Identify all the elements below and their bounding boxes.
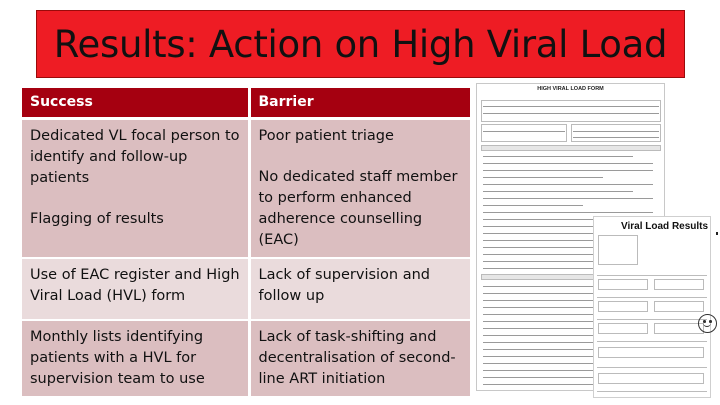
smiley-icon xyxy=(698,314,717,333)
success-item: Dedicated VL focal person to identify and follow-up patients xyxy=(30,127,240,186)
barrier-item: No dedicated staff member to perform enhanced adherence counselling (EAC) xyxy=(258,168,458,248)
success-item: Use of EAC register and High Viral Load (HVL) form xyxy=(30,266,240,304)
page-edge-mark xyxy=(716,232,718,235)
success-cell xyxy=(22,258,249,320)
success-cell xyxy=(22,320,249,396)
results-table xyxy=(22,88,470,396)
viral-load-results-image xyxy=(593,216,711,398)
table-row xyxy=(22,118,470,258)
success-cell xyxy=(22,118,249,258)
success-item: Flagging of results xyxy=(30,210,164,227)
table-row xyxy=(22,320,470,396)
slide-title-banner xyxy=(36,10,685,78)
barrier-item: Lack of supervision and follow up xyxy=(258,266,431,304)
form-subtitle-graphic xyxy=(477,92,664,96)
barrier-cell xyxy=(249,320,470,396)
barrier-cell xyxy=(249,118,470,258)
header-barrier: Barrier xyxy=(249,88,470,118)
header-success: Success xyxy=(22,88,249,118)
form-title: HIGH VIRAL LOAD FORM xyxy=(537,86,604,92)
viral-load-results-title: Viral Load Results xyxy=(621,221,709,232)
table-row xyxy=(22,258,470,320)
table-header-row xyxy=(22,88,470,118)
slide-title: Results: Action on High Viral Load xyxy=(53,22,668,66)
barrier-item: Lack of task-shifting and decentralisation of second-line ART initiation xyxy=(258,328,456,387)
success-item: Monthly lists identifying patients with a HVL for supervision team to use xyxy=(30,328,205,387)
barrier-item: Poor patient triage xyxy=(258,127,394,144)
barrier-cell xyxy=(249,258,470,320)
